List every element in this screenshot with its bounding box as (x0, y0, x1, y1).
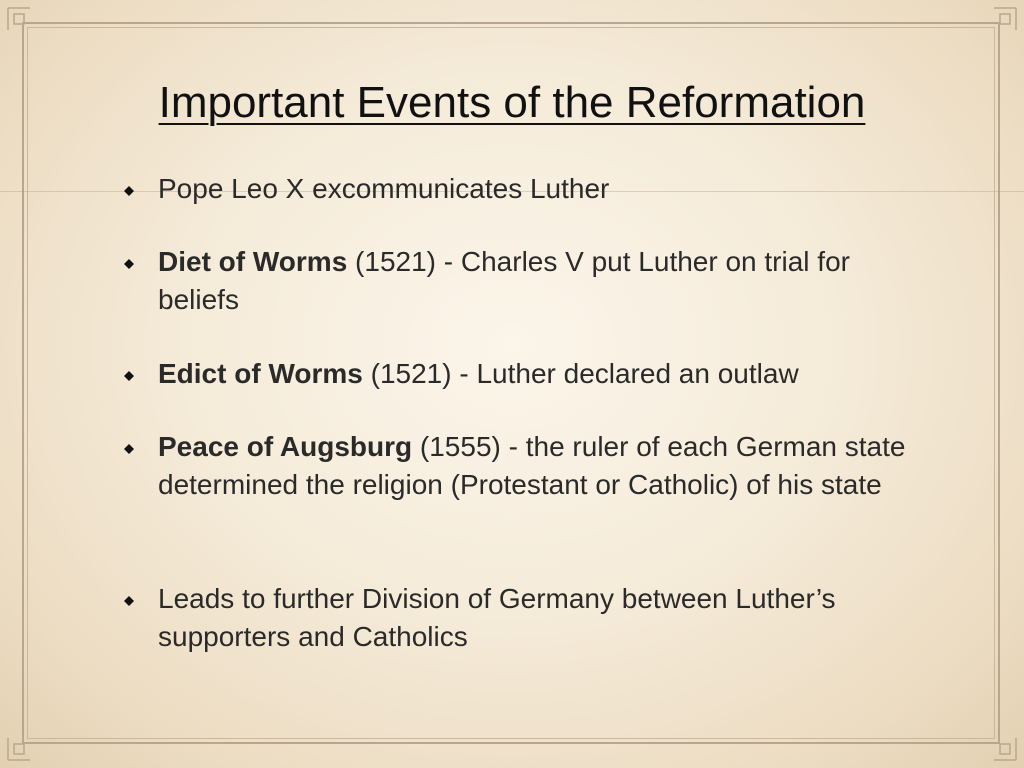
bullet-bold-text: Diet of Worms (158, 246, 348, 277)
ornament-corner-icon (4, 734, 34, 764)
diamond-arrow-icon (123, 184, 135, 196)
bullet-text: Leads to further Division of Germany between Luther’s supporters and Catholics (158, 583, 836, 652)
bullet-item (158, 580, 938, 656)
bullet-text: (1521) - Charles V put Luther on trial for beliefs (158, 246, 850, 315)
diamond-arrow-icon (123, 257, 135, 269)
ornament-corner-icon (4, 4, 34, 34)
bullet-item (158, 243, 938, 319)
slide-title: Important Events of the Reformation (158, 78, 866, 127)
bullet-text: (1555) - the ruler of each German state determined the religion (Protestant or Catholic) of his state (158, 431, 906, 500)
diamond-arrow-icon (123, 442, 135, 454)
bullet-text: (1521) - Luther declared an outlaw (362, 358, 799, 389)
bullet-item (158, 355, 938, 393)
bullet-item (158, 170, 938, 208)
ornament-corner-icon (990, 4, 1020, 34)
bullet-bold-text: Peace of Augsburg (158, 431, 413, 462)
bullet-text: Pope Leo X excommunicates Luther (158, 173, 610, 204)
ornament-corner-icon (990, 734, 1020, 764)
bullet-bold-text: Edict of Worms (158, 358, 363, 389)
bullet-item (158, 428, 938, 504)
diamond-arrow-icon (123, 369, 135, 381)
diamond-arrow-icon (123, 594, 135, 606)
